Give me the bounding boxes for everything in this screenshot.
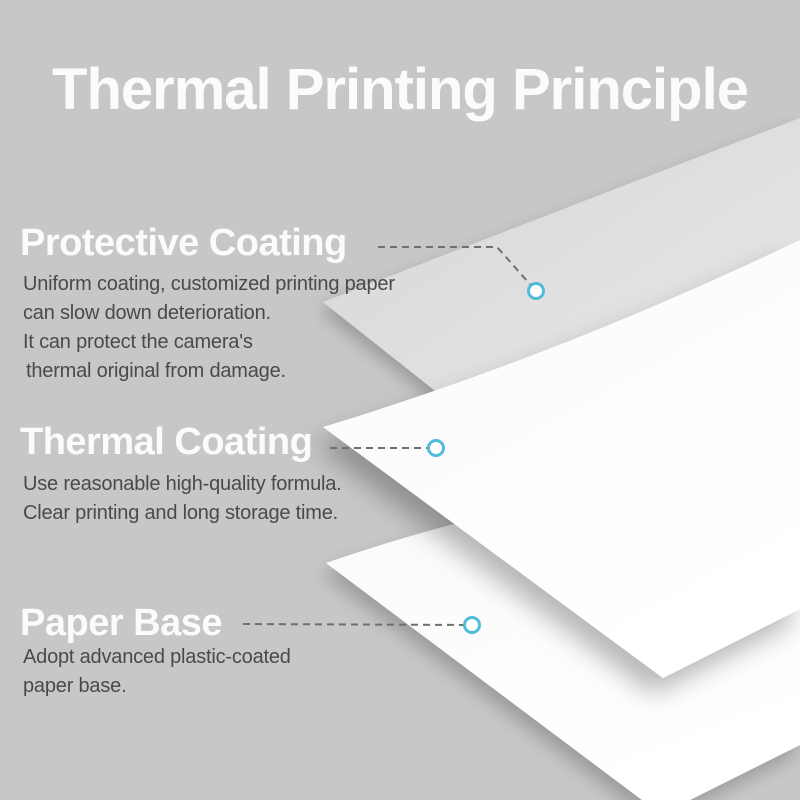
paper-base-marker-circle <box>465 618 480 633</box>
section-body-paper-base <box>23 643 291 701</box>
body-line: paper base. <box>23 675 127 697</box>
thermal-coating-marker-circle <box>429 441 444 456</box>
section-heading-thermal-coating: Thermal Coating <box>20 421 313 463</box>
section-body-protective-coating <box>23 270 395 386</box>
protective-coating-marker-circle <box>529 284 544 299</box>
body-line: It can protect the camera's <box>23 331 253 353</box>
body-line: thermal original from damage. <box>26 360 286 382</box>
section-heading-paper-base: Paper Base <box>20 602 223 644</box>
body-line: Clear printing and long storage time. <box>23 502 339 524</box>
body-line: Use reasonable high-quality formula. <box>23 473 342 495</box>
body-line: can slow down deterioration. <box>23 302 271 324</box>
body-line: Adopt advanced plastic-coated <box>23 646 291 668</box>
body-line: Uniform coating, customized printing paper <box>23 273 395 295</box>
section-heading-protective-coating: Protective Coating <box>20 222 347 264</box>
page-title: Thermal Printing Principle <box>52 57 748 122</box>
section-body-thermal-coating <box>23 470 342 528</box>
